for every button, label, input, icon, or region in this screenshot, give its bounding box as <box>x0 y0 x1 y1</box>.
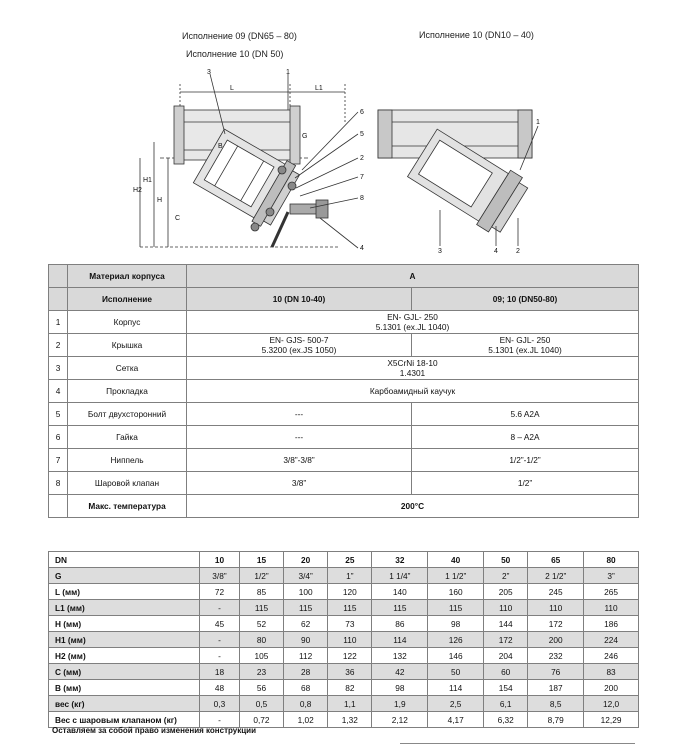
material-num: 1 <box>49 311 68 334</box>
dims-value: 82 <box>328 680 372 696</box>
dims-value: 114 <box>428 680 484 696</box>
dims-value: 85 <box>239 584 283 600</box>
dims-value: 2,5 <box>428 696 484 712</box>
dims-label: H2 (мм) <box>49 648 200 664</box>
dims-value: 265 <box>584 584 639 600</box>
dims-value: 3” <box>584 568 639 584</box>
dims-label: L1 (мм) <box>49 600 200 616</box>
dims-value: 42 <box>372 664 428 680</box>
material-value-col1 <box>187 472 412 495</box>
material-name: Сетка <box>68 357 187 380</box>
callout-2: 2 <box>360 155 364 162</box>
callout-right-2: 2 <box>516 248 520 255</box>
dims-row <box>49 600 639 616</box>
dims-label: B (мм) <box>49 680 200 696</box>
dims-value: 2 1/2” <box>528 568 584 584</box>
dims-value: 100 <box>284 584 328 600</box>
dims-value: 1,1 <box>328 696 372 712</box>
dims-value: 56 <box>239 680 283 696</box>
material-name: Шаровой клапан <box>68 472 187 495</box>
dims-value: 0,72 <box>239 712 283 728</box>
header-version-col1: 10 (DN 10-40) <box>187 288 412 311</box>
dims-value: 204 <box>484 648 528 664</box>
callout-5: 5 <box>360 131 364 138</box>
dims-value: 12,0 <box>584 696 639 712</box>
header-empty-cell <box>49 265 68 288</box>
dims-value: 200 <box>528 632 584 648</box>
header-empty-cell <box>49 288 68 311</box>
dims-label: вес (кг) <box>49 696 200 712</box>
material-num: 2 <box>49 334 68 357</box>
dims-value: 3/4” <box>284 568 328 584</box>
material-row <box>49 472 639 495</box>
dims-value: 112 <box>284 648 328 664</box>
material-name: Болт двухсторонний <box>68 403 187 426</box>
dims-value: 83 <box>584 664 639 680</box>
dims-value: - <box>200 600 240 616</box>
dimensions-table <box>48 551 639 728</box>
callout-7: 7 <box>360 174 364 181</box>
dims-row <box>49 632 639 648</box>
dims-value: 1,02 <box>284 712 328 728</box>
callout-right-1: 1 <box>536 119 540 126</box>
dims-header-row <box>49 552 639 568</box>
material-value-col2 <box>412 449 639 472</box>
dims-value: 98 <box>372 680 428 696</box>
dims-value: 45 <box>200 616 240 632</box>
materials-header-material <box>49 265 639 288</box>
dims-value: 246 <box>584 648 639 664</box>
dims-value: 205 <box>484 584 528 600</box>
header-version-col2: 09; 10 (DN50-80) <box>412 288 639 311</box>
callout-3: 3 <box>207 69 211 76</box>
dims-value: 1,9 <box>372 696 428 712</box>
material-name: Корпус <box>68 311 187 334</box>
dims-value: 6,1 <box>484 696 528 712</box>
dims-value: 110 <box>584 600 639 616</box>
material-value-line: 8 – A2A <box>510 432 540 442</box>
dims-value: 40 <box>428 552 484 568</box>
material-row <box>49 449 639 472</box>
dims-value: 186 <box>584 616 639 632</box>
dims-value: 105 <box>239 648 283 664</box>
dims-value: 1 1/4” <box>372 568 428 584</box>
dims-value: 115 <box>372 600 428 616</box>
dims-value: 2” <box>484 568 528 584</box>
dims-value: 110 <box>528 600 584 616</box>
dims-value: 126 <box>428 632 484 648</box>
material-value-line: 3/8” <box>291 478 307 488</box>
material-value-col2 <box>412 403 639 426</box>
material-name: Гайка <box>68 426 187 449</box>
dims-value: 224 <box>584 632 639 648</box>
dims-value: 200 <box>584 680 639 696</box>
dims-value: 154 <box>484 680 528 696</box>
material-num: 7 <box>49 449 68 472</box>
header-material-value: A <box>187 265 639 288</box>
dims-value: 4,17 <box>428 712 484 728</box>
material-value-col2 <box>412 334 639 357</box>
dims-value: 18 <box>200 664 240 680</box>
dims-value: 2,12 <box>372 712 428 728</box>
material-value-col1 <box>187 334 412 357</box>
dim-H2: H2 <box>133 187 142 194</box>
dims-value: 146 <box>428 648 484 664</box>
material-row <box>49 311 639 334</box>
strainer-drawing-threaded-cover <box>372 100 552 260</box>
dims-value: 3/8” <box>200 568 240 584</box>
dims-value: 60 <box>484 664 528 680</box>
callout-1: 1 <box>286 69 290 76</box>
dims-value: 0,8 <box>284 696 328 712</box>
dims-value: 120 <box>328 584 372 600</box>
dims-value: - <box>200 632 240 648</box>
materials-table <box>48 264 639 518</box>
materials-header-version <box>49 288 639 311</box>
material-value-span <box>187 357 639 380</box>
dims-value: 115 <box>239 600 283 616</box>
dims-row <box>49 680 639 696</box>
dims-value: 0,5 <box>239 696 283 712</box>
dims-value: 62 <box>284 616 328 632</box>
dims-value: 12,29 <box>584 712 639 728</box>
dims-label: G <box>49 568 200 584</box>
dim-C: C <box>175 215 181 222</box>
dims-value: 48 <box>200 680 240 696</box>
material-value-line: 1.4301 <box>399 368 426 378</box>
footer-note: Оставляем за собой право изменения конструкции <box>52 726 256 735</box>
dims-value: 50 <box>484 552 528 568</box>
dims-row <box>49 696 639 712</box>
material-value-line: 5.6 A2A <box>510 409 540 419</box>
material-row <box>49 403 639 426</box>
material-value-col2 <box>412 472 639 495</box>
material-value-line: EN- GJL- 250 <box>499 335 551 345</box>
maxtemp-label: Макс. температура <box>68 495 187 518</box>
material-row <box>49 334 639 357</box>
callout-right-4: 4 <box>494 248 498 255</box>
dims-value: 115 <box>328 600 372 616</box>
caption-version-10-dn10-40: Исполнение 10 (DN10 – 40) <box>419 30 534 40</box>
strainer-drawing-flanged-cover <box>130 62 390 257</box>
material-value-col1 <box>187 403 412 426</box>
dims-value: 8,79 <box>528 712 584 728</box>
material-value-line: 5.1301 (ex.JL 1040) <box>375 322 450 332</box>
material-num: 6 <box>49 426 68 449</box>
dims-value: 0,3 <box>200 696 240 712</box>
dim-L1: L1 <box>315 85 323 92</box>
dims-value: 232 <box>528 648 584 664</box>
material-name: Крышка <box>68 334 187 357</box>
dims-value: 20 <box>284 552 328 568</box>
dims-label: C (мм) <box>49 664 200 680</box>
dims-value: 15 <box>239 552 283 568</box>
dims-label: H1 (мм) <box>49 632 200 648</box>
dims-value: 144 <box>484 616 528 632</box>
header-version-label: Исполнение <box>68 288 187 311</box>
dims-value: 1/2” <box>239 568 283 584</box>
dims-row <box>49 568 639 584</box>
callout-4: 4 <box>360 245 364 252</box>
caption-version-09: Исполнение 09 (DN65 – 80) <box>182 31 297 41</box>
dims-value: 50 <box>428 664 484 680</box>
dims-label: DN <box>49 552 200 568</box>
material-num: 8 <box>49 472 68 495</box>
material-value-span <box>187 380 639 403</box>
dims-value: 172 <box>484 632 528 648</box>
dims-value: 1 1/2” <box>428 568 484 584</box>
dims-value: 172 <box>528 616 584 632</box>
dims-value: 98 <box>428 616 484 632</box>
dims-value: 1,32 <box>328 712 372 728</box>
dims-value: 68 <box>284 680 328 696</box>
dims-value: 76 <box>528 664 584 680</box>
dim-G: G <box>302 133 308 140</box>
material-row <box>49 357 639 380</box>
dim-L: L <box>230 85 234 92</box>
maxtemp-value: 200°C <box>187 495 639 518</box>
dims-row <box>49 664 639 680</box>
dims-value: 245 <box>528 584 584 600</box>
dims-value: 160 <box>428 584 484 600</box>
dims-value: 23 <box>239 664 283 680</box>
material-num: 5 <box>49 403 68 426</box>
dims-value: 80 <box>584 552 639 568</box>
dims-label: H (мм) <box>49 616 200 632</box>
material-row <box>49 380 639 403</box>
dims-value: 1” <box>328 568 372 584</box>
dims-value: 65 <box>528 552 584 568</box>
dims-value: 132 <box>372 648 428 664</box>
caption-version-10-dn50: Исполнение 10 (DN 50) <box>186 49 284 59</box>
dims-value: 72 <box>200 584 240 600</box>
dims-value: 8,5 <box>528 696 584 712</box>
dim-H: H <box>157 197 163 204</box>
dims-value: 80 <box>239 632 283 648</box>
dims-label: L (мм) <box>49 584 200 600</box>
dim-H1: H1 <box>143 177 152 184</box>
material-value-line: --- <box>294 432 304 442</box>
dims-value: 25 <box>328 552 372 568</box>
material-num: 3 <box>49 357 68 380</box>
dims-value: 110 <box>328 632 372 648</box>
dims-row <box>49 616 639 632</box>
material-value-line: 1/2” <box>517 478 533 488</box>
material-value-line: X5CrNi 18-10 <box>387 358 438 368</box>
dims-value: 115 <box>428 600 484 616</box>
material-value-line: 3/8”-3/8” <box>283 455 315 465</box>
callout-right-3: 3 <box>438 248 442 255</box>
dims-value: - <box>200 712 240 728</box>
header-material-label: Материал корпуса <box>68 265 187 288</box>
material-value-line: Карбоамидный каучук <box>369 386 456 396</box>
material-value-span <box>187 311 639 334</box>
dims-value: 110 <box>484 600 528 616</box>
dims-value: 115 <box>284 600 328 616</box>
material-value-col2 <box>412 426 639 449</box>
material-value-col1 <box>187 426 412 449</box>
dims-value: 52 <box>239 616 283 632</box>
dims-value: 114 <box>372 632 428 648</box>
dims-value: 10 <box>200 552 240 568</box>
dims-label: Вес с шаровым клапаном (кг) <box>49 712 200 728</box>
callout-6: 6 <box>360 109 364 116</box>
material-value-line: 5.1301 (ex.JL 1040) <box>488 345 562 355</box>
dims-value: 140 <box>372 584 428 600</box>
material-value-line: EN- GJS- 500-7 <box>269 335 329 345</box>
material-value-col1 <box>187 449 412 472</box>
dims-row <box>49 648 639 664</box>
material-value-line: 1/2”-1/2” <box>509 455 541 465</box>
footer-divider <box>400 743 635 744</box>
dims-value: 36 <box>328 664 372 680</box>
material-row <box>49 426 639 449</box>
dims-value: 90 <box>284 632 328 648</box>
maxtemp-empty-cell <box>49 495 68 518</box>
dims-value: 187 <box>528 680 584 696</box>
dims-value: 73 <box>328 616 372 632</box>
material-num: 4 <box>49 380 68 403</box>
material-name: Ниппель <box>68 449 187 472</box>
material-value-line: --- <box>294 409 304 419</box>
dims-value: 32 <box>372 552 428 568</box>
callout-8: 8 <box>360 195 364 202</box>
materials-maxtemp-row <box>49 495 639 518</box>
dims-value: 28 <box>284 664 328 680</box>
material-name: Прокладка <box>68 380 187 403</box>
dim-B: B <box>218 143 223 150</box>
dims-value: 122 <box>328 648 372 664</box>
material-value-line: EN- GJL- 250 <box>387 312 438 322</box>
material-value-line: 5.3200 (ex.JS 1050) <box>261 345 337 355</box>
dims-row <box>49 584 639 600</box>
dims-value: 6,32 <box>484 712 528 728</box>
dims-value: - <box>200 648 240 664</box>
dims-value: 86 <box>372 616 428 632</box>
